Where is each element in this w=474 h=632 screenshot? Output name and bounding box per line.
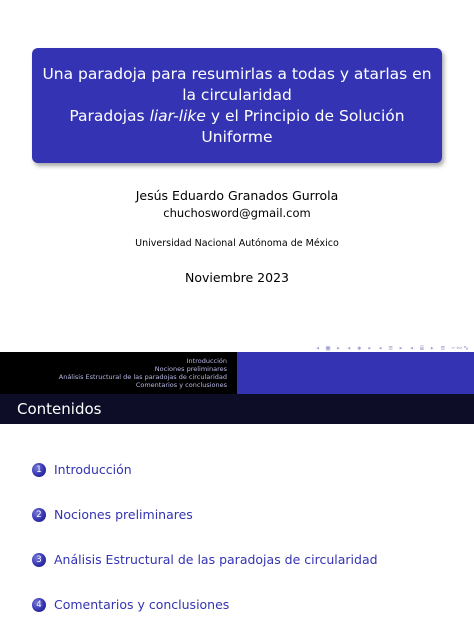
nav-section-1[interactable]: Introducción: [186, 357, 227, 365]
toc-item-3[interactable]: [32, 552, 378, 567]
author-email: chuchosword@gmail.com: [163, 206, 311, 220]
institution: Universidad Nacional Autónoma de México: [135, 238, 339, 249]
toc-item-1[interactable]: [32, 462, 132, 477]
toc-number-ball-icon: 1: [32, 463, 46, 477]
subtitle-italic: liar-like: [149, 106, 206, 125]
title-line-1: Una paradoja para resumirlas a todas y atarlas en: [42, 64, 432, 83]
toc-item-2[interactable]: [32, 507, 193, 522]
toc-number-ball-icon: 2: [32, 508, 46, 522]
nav-section-4[interactable]: Comentarios y conclusiones: [135, 381, 227, 389]
presentation-date: Noviembre 2023: [184, 270, 289, 285]
toc-label: Análisis Estructural de las paradojas de circularidad: [54, 552, 378, 567]
subtitle-line-1: [32, 106, 442, 127]
nav-section-2[interactable]: Nociones preliminares: [154, 365, 227, 373]
toc-label: Nociones preliminares: [54, 507, 193, 522]
subtitle-prefix: Paradojas: [69, 106, 150, 125]
beamer-navigation-icons[interactable]: ◂ ▣ ▸ ◂ ◈ ▸ ◂ ≡ ▸ ◂ ≣ ▸ ≡ ∽∾∿: [315, 344, 470, 352]
headline-right-block: [237, 352, 474, 394]
contents-slide: [0, 352, 474, 632]
toc-item-4[interactable]: [32, 597, 229, 612]
title-box: [32, 48, 442, 163]
toc-label: Introducción: [54, 462, 132, 477]
section-navigation: [0, 352, 237, 394]
title-line-2: la circularidad: [182, 85, 292, 104]
headline-bar: [0, 352, 474, 394]
frame-title: Contenidos: [0, 394, 474, 424]
subtitle-line-2: Uniforme: [201, 127, 273, 146]
toc-label: Comentarios y conclusiones: [54, 597, 230, 612]
author-name: Jesús Eduardo Granados Gurrola: [135, 188, 339, 203]
toc-number-ball-icon: 4: [32, 598, 46, 612]
nav-section-3[interactable]: Análisis Estructural de las paradojas de circularidad: [58, 373, 227, 381]
toc-number-ball-icon: 3: [32, 553, 46, 567]
subtitle-suffix: y el Principio de Solución: [205, 106, 405, 125]
